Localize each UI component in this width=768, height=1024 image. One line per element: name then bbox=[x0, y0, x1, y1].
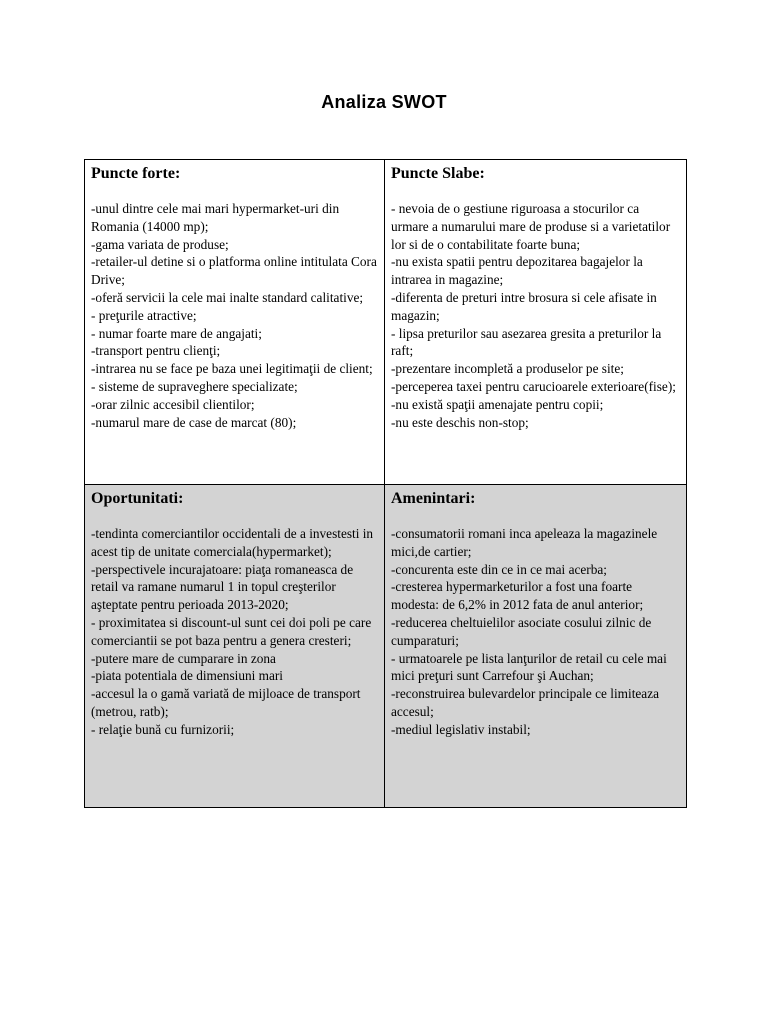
weaknesses-cell bbox=[385, 160, 687, 485]
strengths-cell bbox=[85, 160, 385, 485]
weaknesses-item: -diferenta de preturi intre brosura si cele afisate in magazin; bbox=[391, 289, 657, 323]
threats-item: -mediul legislativ instabil; bbox=[391, 721, 531, 737]
opportunities-item: -accesul la o gamă variată de mijloace de transport (metrou, ratb); bbox=[91, 686, 361, 719]
opportunities-cell bbox=[85, 485, 385, 808]
strengths-heading: Puncte forte: bbox=[91, 165, 181, 182]
weaknesses-item: - nevoia de o gestiune riguroasa a stocurilor ca urmare a numarului mare de produse si a varietatilor lor si de o contabilitate foarte buna; bbox=[391, 201, 671, 252]
opportunities-item: -tendinta comerciantilor occidentali de a investesti in acest tip de unitate comerciala(hypermarket); bbox=[91, 526, 374, 559]
weaknesses-heading: Puncte Slabe: bbox=[391, 165, 485, 182]
weaknesses-item: -nu este deschis non-stop; bbox=[391, 414, 529, 430]
strengths-item: - preţurile atractive; bbox=[91, 307, 197, 323]
strengths-item: -unul dintre cele mai mari hypermarket-uri din Romania (14000 mp); bbox=[91, 201, 340, 234]
threats-item: -consumatorii romani inca apeleaza la magazinele mici,de cartier; bbox=[391, 526, 658, 559]
strengths-item: -orar zilnic accesibil clientilor; bbox=[91, 396, 255, 412]
swot-row-external bbox=[85, 485, 687, 808]
strengths-item: -numarul mare de case de marcat (80); bbox=[91, 414, 297, 430]
opportunities-heading: Oportunitati: bbox=[91, 490, 184, 507]
swot-table bbox=[84, 159, 687, 808]
threats-item: - urmatoarele pe lista lanţurilor de retail cu cele mai mici preţuri sunt Carrefour şi Auchan; bbox=[391, 650, 667, 684]
strengths-item: - sisteme de supraveghere specializate; bbox=[91, 378, 298, 394]
strengths-item: -transport pentru clienţi; bbox=[91, 343, 221, 359]
strengths-item: - numar foarte mare de angajati; bbox=[91, 325, 262, 341]
weaknesses-item: -nu există spaţii amenajate pentru copii; bbox=[391, 396, 604, 412]
strengths-item: -retailer-ul detine si o platforma online intitulata Cora Drive; bbox=[91, 254, 377, 288]
page-title: Analiza SWOT bbox=[321, 92, 447, 112]
threats-item: -reconstruirea bulevardelor principale ce limiteaza accesul; bbox=[391, 686, 660, 719]
threats-cell bbox=[385, 485, 687, 808]
opportunities-item: -perspectivele incurajatoare: piaţa romaneasca de retail va ramane numarul 1 in topul creşterilor aşteptate pentru perioada 2013-2020; bbox=[91, 561, 354, 613]
opportunities-item: -putere mare de cumparare in zona bbox=[91, 650, 276, 666]
threats-item: -concurenta este din ce in ce mai acerba; bbox=[391, 561, 607, 577]
weaknesses-item: -perceperea taxei pentru carucioarele exterioare(fise); bbox=[391, 378, 676, 394]
opportunities-item: -piata potentiala de dimensiuni mari bbox=[91, 668, 284, 684]
weaknesses-item: -nu exista spatii pentru depozitarea bagajelor la intrarea in magazine; bbox=[391, 254, 643, 288]
strengths-item: -gama variata de produse; bbox=[91, 236, 229, 252]
threats-item: -reducerea cheltuielilor asociate cosului zilnic de cumparaturi; bbox=[391, 614, 652, 648]
opportunities-item: - relaţie bună cu furnizorii; bbox=[91, 721, 235, 737]
opportunities-item: - proximitatea si discount-ul sunt cei doi poli pe care comerciantii se pot baza pentru a genera cresteri; bbox=[91, 614, 372, 648]
swot-row-internal bbox=[85, 160, 687, 485]
weaknesses-item: - lipsa preturilor sau asezarea gresita a preturilor la raft; bbox=[391, 325, 662, 359]
threats-heading: Amenintari: bbox=[391, 490, 476, 507]
strengths-item: -intrarea nu se face pe baza unei legitimaţii de client; bbox=[91, 361, 373, 377]
threats-item: -cresterea hypermarketurilor a fost una foarte modesta: de 6,2% in 2012 fata de anul anterior; bbox=[391, 579, 644, 613]
strengths-item: -oferă servicii la cele mai inalte standard calitative; bbox=[91, 289, 364, 305]
weaknesses-item: -prezentare incompletă a produselor pe site; bbox=[391, 361, 624, 377]
